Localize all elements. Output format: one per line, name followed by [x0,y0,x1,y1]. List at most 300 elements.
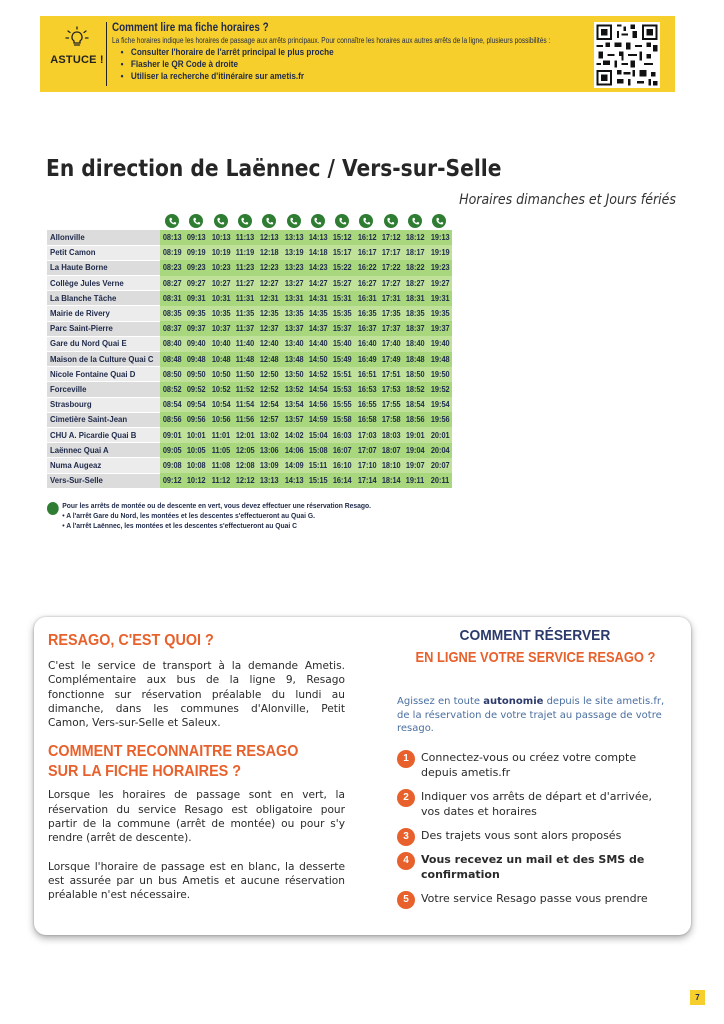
reservation-icon-row [47,214,452,230]
departure-time [428,367,452,382]
departure-time [257,412,281,427]
timetable-row [47,443,452,458]
departure-time-text: 09:56 [187,415,206,425]
stop-note: • A l'arrêt Gare du Nord, les montées et les descentes s'effectueront au Quai G. [62,511,315,520]
departure-time [184,473,208,488]
departure-time-text: 10:54 [211,400,231,410]
departure-time [379,367,403,382]
departure-time [257,276,281,291]
departure-time [233,245,257,260]
departure-time [257,260,281,275]
departure-time-text: 10:12 [187,476,206,486]
departure-time-text: 15:58 [333,415,352,425]
departure-time [160,306,184,321]
departure-time-text: 14:13 [308,233,328,243]
departure-time [306,245,330,260]
departure-time-text: 14:52 [308,369,328,379]
departure-time-text: 16:58 [357,415,377,425]
departure-time-text: 13:09 [260,460,279,470]
departure-time-text: 09:40 [187,339,206,349]
departure-time [330,245,354,260]
departure-time-text: 17:55 [381,400,401,410]
departure-time-text: 11:52 [235,384,255,394]
departure-time [330,427,354,442]
departure-time-text: 15:53 [333,384,352,394]
departure-time-text: 09:52 [187,384,206,394]
departure-time-text: 13:19 [284,248,304,258]
departure-time-text: 12:13 [260,233,279,243]
departure-time-text: 09:48 [187,354,206,364]
departure-time [379,382,403,397]
stop-name: Vers-Sur-Selle [47,473,160,488]
departure-time [233,336,257,351]
departure-time [355,336,379,351]
departure-time-text: 11:05 [211,445,231,455]
timetable [47,214,452,489]
departure-time [306,260,330,275]
departure-time [257,367,281,382]
departure-time-text: 15:04 [308,430,328,440]
departure-time-text: 15:37 [333,324,352,334]
departure-time [330,352,354,367]
reservation-phone-icon [311,214,325,228]
departure-time-text: 18:10 [381,460,401,470]
departure-time [403,306,427,321]
tip-badge [46,26,108,86]
departure-time-text: 15:11 [308,460,328,470]
departure-time-text: 10:52 [211,384,231,394]
tip-label: ASTUCE ! [50,54,104,66]
stop-name: CHU A. Picardie Quai B [47,427,160,442]
departure-time-text: 11:01 [211,430,231,440]
departure-time-text: 19:13 [430,233,450,243]
stop-name: Maison de la Culture Quai C [47,352,160,367]
departure-time-text: 16:49 [357,354,377,364]
departure-time-text: 19:27 [430,278,450,288]
departure-time [355,291,379,306]
departure-time-text: 11:48 [235,354,255,364]
departure-time-text: 11:23 [235,263,255,273]
departure-time [428,245,452,260]
recognize-title: SUR LA FICHE HORAIRES ? [48,763,242,781]
departure-time-text: 16:12 [357,233,377,243]
departure-time [379,230,403,245]
departure-time [330,397,354,412]
departure-time [233,276,257,291]
departure-time-text: 15:31 [333,293,352,303]
departure-time [355,367,379,382]
departure-time [306,443,330,458]
departure-time [184,260,208,275]
departure-time [257,443,281,458]
departure-time-text: 08:19 [162,248,182,258]
departure-time [428,397,452,412]
departure-time-text: 18:37 [405,324,425,334]
booking-header [379,627,691,667]
departure-time-text: 09:05 [162,445,182,455]
departure-time-text: 09:54 [187,400,206,410]
departure-time-text: 13:13 [260,476,279,486]
departure-time [209,382,233,397]
departure-time-text: 15:55 [333,400,352,410]
departure-time-text: 18:03 [381,430,401,440]
departure-time-text: 16:53 [357,384,377,394]
departure-time [428,458,452,473]
departure-time [160,321,184,336]
step-text: Votre service Resago passe vous prendre [421,891,648,905]
departure-time [184,352,208,367]
departure-time [403,352,427,367]
departure-time [282,352,306,367]
departure-time-text: 11:50 [235,369,255,379]
departure-time-text: 13:50 [284,369,304,379]
departure-time [379,245,403,260]
departure-time [379,473,403,488]
departure-time-text: 14:50 [308,354,328,364]
departure-time-text: 18:35 [405,309,425,319]
white-times-explanation: Lorsque l'horaire de passage est en blanc, la desserte est assurée par un bus Ametis et aucune réservation préalable n'est nécessaire. [48,860,345,902]
booking-title: COMMENT RÉSERVER [459,627,611,644]
departure-time-text: 10:40 [211,339,231,349]
departure-time-text: 08:27 [162,278,182,288]
departure-time-text: 16:51 [357,369,377,379]
tip-content [112,22,592,83]
stop-name: Allonville [47,230,160,245]
departure-time-text: 08:50 [162,369,182,379]
departure-time-text: 12:54 [260,400,279,410]
departure-time-text: 17:03 [357,430,377,440]
departure-time [160,245,184,260]
departure-time [306,367,330,382]
reservation-phone-icon [287,214,301,228]
departure-time-text: 13:06 [260,445,279,455]
departure-time-text: 18:54 [405,400,425,410]
departure-time [330,260,354,275]
departure-time [233,397,257,412]
departure-time-text: 09:31 [187,293,206,303]
timetable-row [47,336,452,351]
booking-intro-text: depuis le site ametis.fr, de la réservation de votre trajet au passage de votre resago. [397,696,665,734]
green-times-explanation: Lorsque les horaires de passage sont en vert, la réservation du service Resago est obligatoire pour partir de la commune (arrêt de montée) ou pour s'y rendre (arrêt de descente). [48,789,345,845]
departure-time-text: 09:13 [187,233,206,243]
departure-time [403,412,427,427]
departure-time-text: 18:48 [405,354,425,364]
reservation-phone-icon [384,214,398,228]
lightbulb-icon [64,26,90,50]
departure-time [403,397,427,412]
departure-time-text: 17:14 [357,476,377,486]
departure-time [257,336,281,351]
reservation-phone-icon [408,214,422,228]
resago-title: RESAGO, C'EST QUOI ? [48,632,214,649]
departure-time [257,382,281,397]
booking-intro-bold: autonomie [483,696,544,707]
departure-time-text: 15:17 [333,248,352,258]
departure-time [306,352,330,367]
departure-time [282,245,306,260]
departure-time-text: 16:07 [333,445,352,455]
departure-time-text: 15:22 [333,263,352,273]
departure-time-text: 13:31 [284,293,304,303]
departure-time [306,276,330,291]
departure-time [282,427,306,442]
departure-time-text: 11:40 [235,339,255,349]
departure-time [428,306,452,321]
stop-name: Mairie de Rivery [47,306,160,321]
departure-time-text: 15:27 [333,278,352,288]
departure-time-text: 13:40 [284,339,304,349]
stop-note: • A l'arrêt Laënnec, les montées et les descentes s'effectueront au Quai C [62,521,297,530]
departure-time [282,336,306,351]
step-number: 3 [397,828,415,846]
departure-time-text: 14:06 [284,445,304,455]
departure-time-text: 15:12 [333,233,352,243]
resago-info [48,631,345,903]
departure-time-text: 16:14 [333,476,352,486]
departure-time [403,382,427,397]
departure-time [306,306,330,321]
departure-time-text: 16:22 [357,263,377,273]
departure-time-text: 12:57 [260,415,279,425]
departure-time-text: 10:37 [211,324,231,334]
departure-time [306,291,330,306]
timetable-row [47,260,452,275]
stop-name: La Haute Borne [47,260,160,275]
departure-time [233,382,257,397]
departure-time [306,382,330,397]
departure-time-text: 10:35 [211,309,231,319]
departure-time [355,245,379,260]
page-number: 7 [690,990,705,1005]
departure-time-text: 14:59 [308,415,328,425]
stop-name: Petit Camon [47,245,160,260]
departure-time-text: 14:02 [284,430,304,440]
departure-time-text: 08:35 [162,309,182,319]
departure-time-text: 19:50 [430,369,450,379]
departure-time-text: 16:37 [357,324,377,334]
departure-time [184,276,208,291]
departure-time-text: 09:23 [187,263,206,273]
stop-name: Laënnec Quai A [47,443,160,458]
departure-time [306,458,330,473]
departure-time-text: 13:52 [284,384,304,394]
step-number: 4 [397,852,415,870]
departure-time-text: 19:56 [430,415,450,425]
departure-time [233,260,257,275]
departure-time-text: 18:50 [405,369,425,379]
tip-intro: La fiche horaires indique les horaires de passage aux arrêts principaux. Pour connaître les horaires aux autres arrêts de la ligne, plusieurs possibilités : [112,36,551,45]
schedule-type-subtitle: Horaires dimanches et Jours fériés [459,192,676,208]
departure-time-text: 13:37 [284,324,304,334]
departure-time-text: 15:49 [333,354,352,364]
departure-time [306,427,330,442]
departure-time [355,382,379,397]
departure-time-text: 11:13 [235,233,255,243]
departure-time-text: 20:07 [430,460,450,470]
departure-time-text: 11:12 [211,476,231,486]
reservation-note-text: Pour les arrêts de montée ou de descente en vert, vous devez effectuer une réservation Resago. [62,501,372,510]
departure-time [428,427,452,442]
departure-time [184,397,208,412]
departure-time-text: 19:52 [430,384,450,394]
departure-time-text: 17:40 [381,339,401,349]
reservation-note [47,501,407,511]
departure-time [209,260,233,275]
departure-time [379,260,403,275]
departure-time-text: 17:53 [381,384,401,394]
stop-name: Cimetière Saint-Jean [47,412,160,427]
departure-time [330,412,354,427]
departure-time [330,443,354,458]
departure-time-text: 08:56 [162,415,182,425]
departure-time [428,412,452,427]
direction-title: En direction de Laënnec / Vers-sur-Selle [46,156,502,182]
departure-time [209,397,233,412]
departure-time [355,276,379,291]
departure-time [355,427,379,442]
departure-time-text: 15:51 [333,369,352,379]
departure-time [160,260,184,275]
qr-code[interactable] [594,22,660,88]
departure-time-text: 08:48 [162,354,182,364]
departure-time [428,336,452,351]
departure-time-text: 18:22 [405,263,425,273]
departure-time [184,306,208,321]
departure-time-text: 19:23 [430,263,450,273]
departure-time [282,230,306,245]
departure-time [233,427,257,442]
departure-time [282,382,306,397]
departure-time-text: 19:54 [430,400,450,410]
booking-body [397,695,667,915]
departure-time-text: 19:11 [406,476,425,486]
departure-time [282,397,306,412]
departure-time [209,367,233,382]
departure-time-text: 09:35 [187,309,206,319]
departure-time [355,458,379,473]
departure-time [160,427,184,442]
departure-time [403,443,427,458]
departure-time [282,443,306,458]
timetable-row [47,473,452,488]
departure-time [209,321,233,336]
departure-time [160,352,184,367]
departure-time [355,397,379,412]
departure-time-text: 14:56 [308,400,328,410]
departure-time-text: 10:27 [211,278,231,288]
departure-time-text: 13:13 [284,233,304,243]
departure-time [257,230,281,245]
departure-time [330,291,354,306]
departure-time [355,230,379,245]
stop-name: Numa Augeaz [47,458,160,473]
departure-time [282,306,306,321]
departure-time-text: 14:23 [308,263,328,273]
departure-time-text: 19:35 [430,309,450,319]
tip-title: Comment lire ma fiche horaires ? [112,22,269,34]
tip-divider [106,22,107,86]
reservation-phone-icon [214,214,228,228]
departure-time [379,291,403,306]
departure-time [379,412,403,427]
departure-time-text: 18:31 [405,293,425,303]
departure-time [403,427,427,442]
timetable-row [47,367,452,382]
step-text: Des trajets vous sont alors proposés [421,828,622,842]
departure-time-text: 17:49 [381,354,401,364]
departure-time [209,443,233,458]
timetable-row [47,306,452,321]
departure-time-text: 17:10 [357,460,377,470]
departure-time-text: 16:17 [357,248,377,258]
reservation-phone-icon [238,214,252,228]
departure-time [209,230,233,245]
departure-time-text: 14:37 [308,324,328,334]
departure-time [233,306,257,321]
departure-time-text: 12:52 [260,384,279,394]
stop-name: Nicole Fontaine Quai D [47,367,160,382]
stop-name: Strasbourg [47,397,160,412]
departure-time [379,336,403,351]
booking-card [379,617,691,935]
departure-time-text: 12:12 [235,476,255,486]
departure-time-text: 17:12 [381,233,401,243]
stop-name: Gare du Nord Quai E [47,336,160,351]
departure-time [209,427,233,442]
departure-time [160,473,184,488]
departure-time [209,306,233,321]
departure-time-text: 10:13 [211,233,231,243]
departure-time [403,276,427,291]
departure-time [257,321,281,336]
departure-time [330,230,354,245]
departure-time-text: 11:56 [235,415,255,425]
departure-time-text: 18:12 [405,233,425,243]
departure-time [184,321,208,336]
departure-time [184,412,208,427]
departure-time [160,397,184,412]
timetable-row [47,230,452,245]
timetable-row [47,397,452,412]
step-text: Vous recevez un mail et des SMS de confirmation [421,852,645,881]
departure-time [257,427,281,442]
departure-time-text: 09:50 [187,369,206,379]
departure-time [403,336,427,351]
departure-time [428,473,452,488]
departure-time-text: 14:40 [308,339,328,349]
departure-time [160,367,184,382]
departure-time-text: 17:22 [381,263,401,273]
departure-time-text: 10:50 [211,369,231,379]
departure-time [330,321,354,336]
departure-time [403,458,427,473]
departure-time-text: 08:23 [162,263,182,273]
departure-time [257,245,281,260]
departure-time-text: 13:57 [284,415,304,425]
reservation-phone-icon [432,214,446,228]
departure-time-text: 17:27 [381,278,401,288]
departure-time-text: 12:31 [260,293,279,303]
tip-list [112,47,592,83]
departure-time-text: 09:01 [162,430,182,440]
departure-time-text: 09:08 [162,460,182,470]
departure-time [209,291,233,306]
departure-time [379,427,403,442]
departure-time [160,412,184,427]
departure-time [282,473,306,488]
departure-time [160,443,184,458]
departure-time-text: 08:31 [162,293,182,303]
